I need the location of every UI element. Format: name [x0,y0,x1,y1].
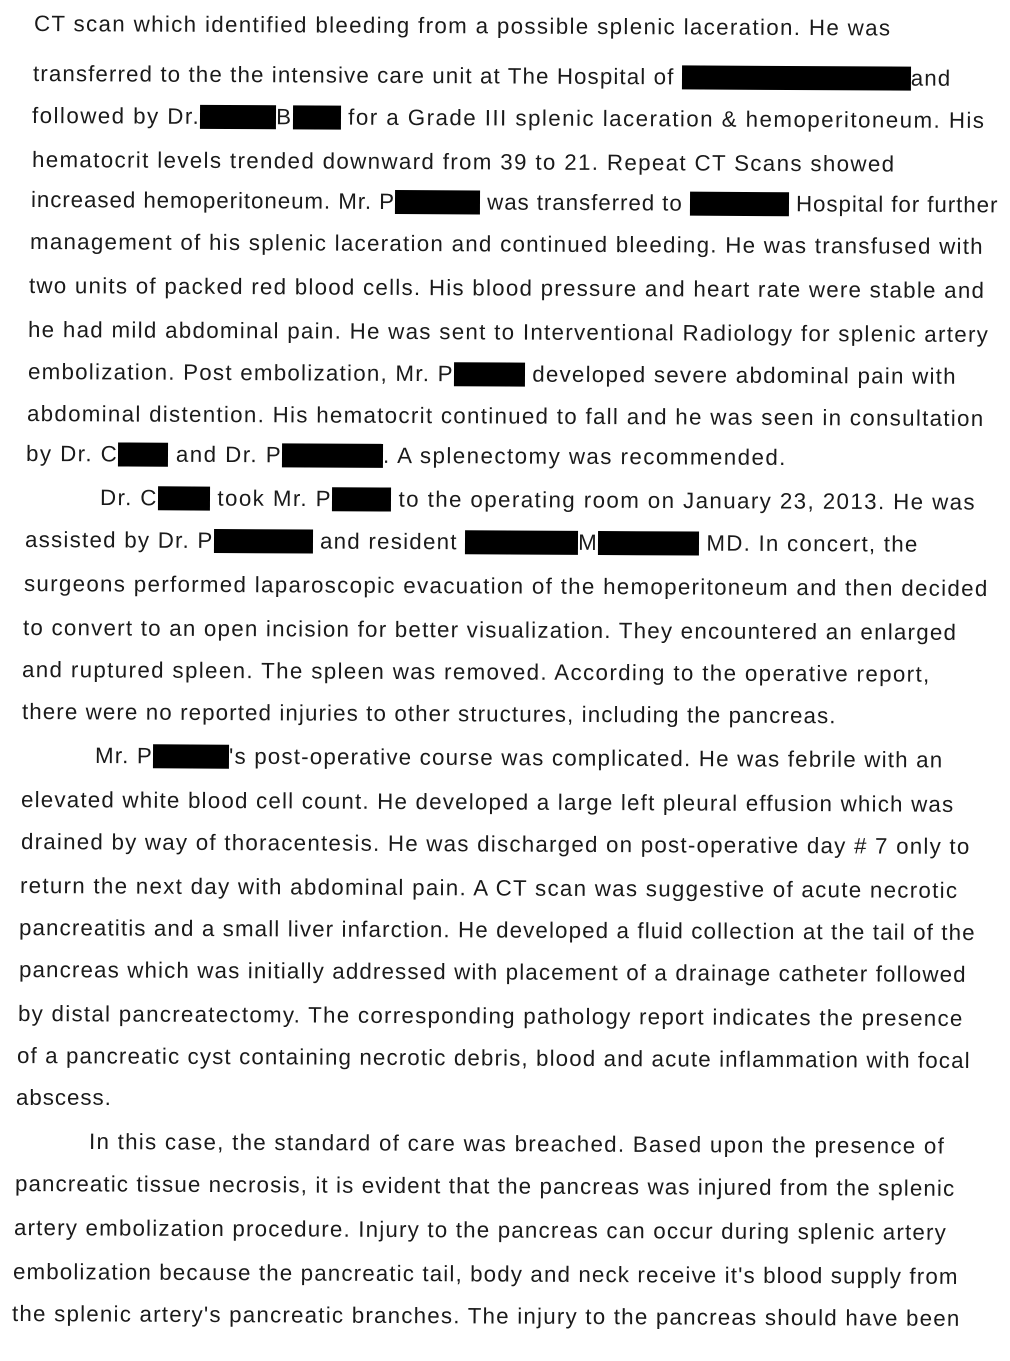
text-line [22,698,837,730]
text-run: took Mr. P [209,485,333,512]
text-line [33,60,951,93]
text-run: pancreatitis and a small liver infarction. He developed a fluid collection at the tail of the [18,915,976,946]
text-run: and Dr. P [168,441,283,468]
text-line [24,570,989,603]
text-line [34,10,892,42]
text-run: to convert to an open incision for better visualization. They encountered an enlarged [22,615,958,645]
text-run: pancreatic tissue necrosis, it is evident that the pancreas was injured from the splenic [14,1171,956,1201]
text-line [25,526,919,559]
redaction-box [158,486,210,510]
text-line [23,614,957,647]
redaction-box [332,487,391,511]
text-line [12,1300,961,1333]
text-line [30,228,984,261]
text-run: surgeons performed laparoscopic evacuation of the hemoperitoneum and then decided [23,571,989,602]
text-run: developed severe abdominal pain with [524,361,957,389]
text-line [95,742,944,774]
text-line [26,440,787,472]
text-run: by Dr. C [25,441,119,467]
text-run: Mr. P [94,743,154,769]
text-line [28,316,989,349]
text-run: In this case, the standard of care was breached. Based upon the presence of [88,1129,946,1159]
text-run: Hospital for further [788,191,999,218]
text-run: followed by Dr. [31,103,201,129]
text-run: 's post-operative course was complicated. He was febrile with an [228,743,944,773]
redaction-box [395,190,480,214]
text-line [100,484,976,517]
text-line [13,1258,959,1291]
text-run: was transferred to [479,189,690,216]
redaction-box [200,105,276,129]
text-line [21,828,971,861]
text-line [16,1084,112,1112]
text-run: to the operating room on January 23, 2013. He was [390,486,977,515]
text-line [14,1214,947,1247]
text-run: hematocrit levels trended downward from 39 to 21. Repeat CT Scans showed [31,147,896,177]
text-run: embolization because the pancreatic tail, body and neck receive it's blood supply from [12,1259,959,1289]
text-run: and [910,65,952,91]
text-run: pancreas which was initially addressed with placement of a drainage catheter followed [18,957,967,987]
redaction-box [465,530,578,555]
text-line [18,1000,964,1033]
text-run: and ruptured spleen. The spleen was removed. According to the operative report, [21,657,931,687]
text-line [31,186,999,219]
redaction-box [454,362,525,386]
redaction-box [213,529,312,554]
redaction-box [118,442,168,466]
text-line [19,914,976,947]
redaction-box [682,65,911,90]
text-run: two units of packed red blood cells. His blood pressure and heart rate were stable and [28,273,986,304]
text-run: embolization. Post embolization, Mr. P [27,359,454,387]
text-line [32,102,986,135]
text-run: increased hemoperitoneum. Mr. P [30,187,396,215]
text-line [29,272,985,305]
redaction-box [153,744,229,768]
text-run: assisted by Dr. P [24,527,214,553]
text-line [19,956,967,989]
text-line [17,1042,971,1075]
text-line [22,656,931,689]
text-run: of a pancreatic cyst containing necrotic debris, blood and acute inflammation with focal [16,1043,971,1073]
text-line [20,872,958,905]
text-line [21,786,955,819]
text-run: elevated white blood cell count. He developed a large left pleural effusion which was [20,787,955,817]
text-line [89,1128,945,1160]
text-line [15,1170,955,1203]
text-run: return the next day with abdominal pain. A CT scan was suggestive of acute necrotic [19,873,959,903]
text-run: by distal pancreatectomy. The corresponding pathology report indicates the presence [17,1001,964,1031]
text-line [28,358,957,391]
redaction-box [292,105,340,129]
text-run: MD. In concert, the [698,530,919,557]
text-run: artery embolization procedure. Injury to the pancreas can occur during splenic artery [13,1215,948,1245]
text-line [32,146,896,179]
text-run: and resident [312,528,466,555]
text-run: B [276,104,293,130]
text-run: he had mild abdominal pain. He was sent to Interventional Radiology for splenic artery [27,317,990,348]
text-run: Dr. C [99,485,158,511]
text-run: drained by way of thoracentesis. He was discharged on post-operative day # 7 only to [20,829,971,859]
text-run: M [578,529,599,556]
redaction-box [282,443,383,468]
text-run: for a Grade III splenic laceration & hemoperitoneum. His [340,104,986,133]
text-run: the splenic artery's pancreatic branches. The injury to the pancreas should have been [11,1301,961,1331]
text-run: CT scan which identified bleeding from a possible splenic laceration. He was [33,11,892,41]
redaction-box [690,192,789,217]
text-run: abdominal distention. His hematocrit continued to fall and he was seen in consultation [26,401,985,432]
text-run: . A splenectomy was recommended. [383,442,787,470]
text-run: abscess. [16,1085,112,1110]
text-line [27,400,985,433]
text-run: there were no reported injuries to other structures, including the pancreas. [21,699,837,729]
text-run: management of his splenic laceration and continued bleeding. He was transfused with [29,229,984,259]
text-run: transferred to the the intensive care unit at The Hospital of [32,61,682,90]
redaction-box [598,531,699,556]
